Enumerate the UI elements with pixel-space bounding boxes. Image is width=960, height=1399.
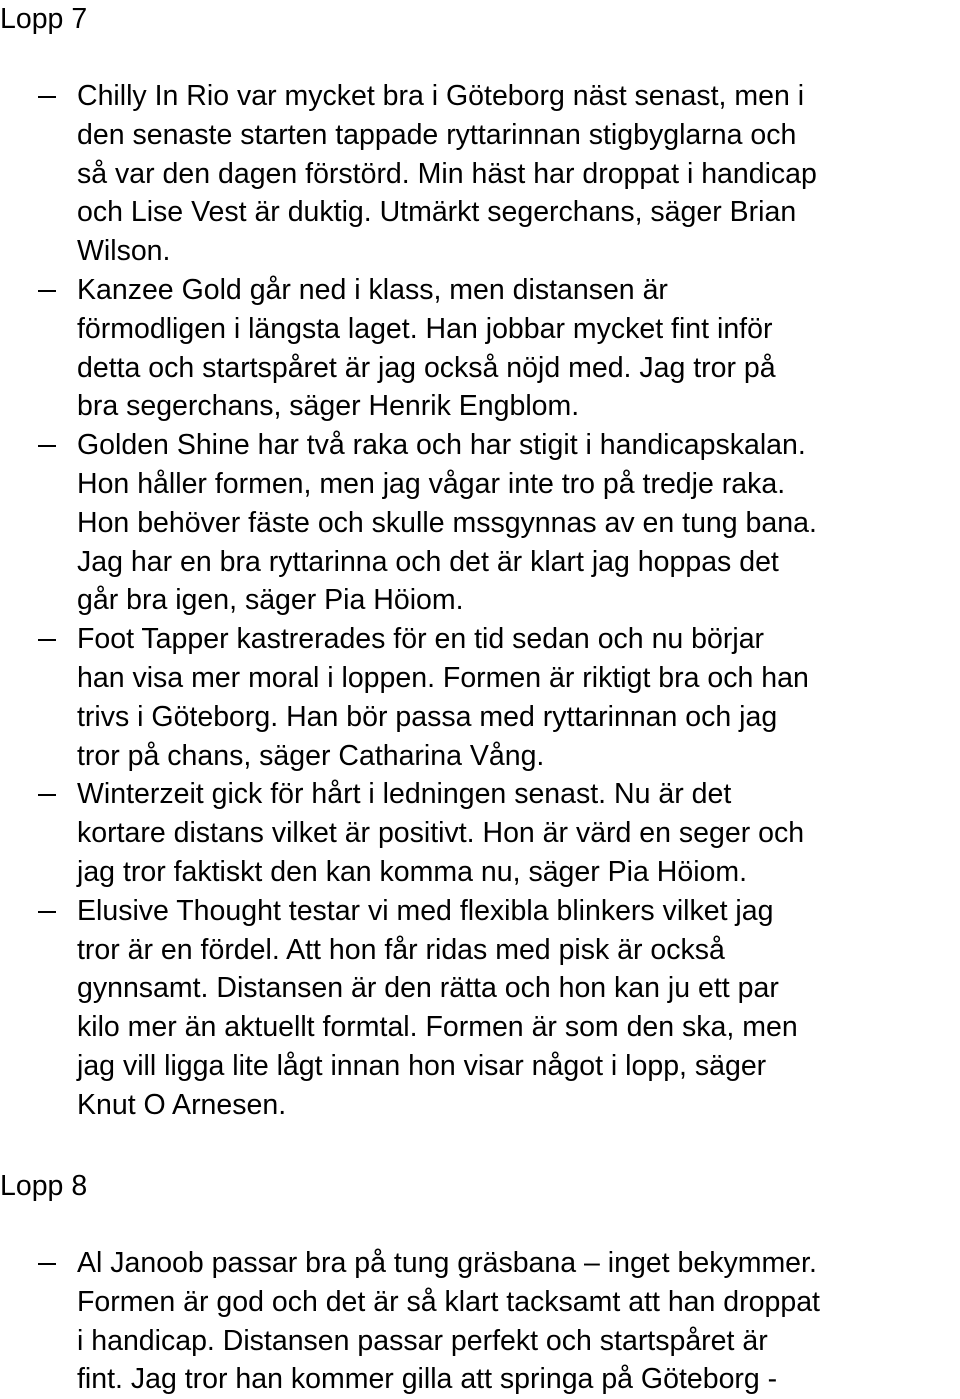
- text-line: Hon håller formen, men jag vågar inte tro på tredje raka.: [77, 467, 786, 500]
- text-line: Knut O Arnesen.: [77, 1088, 287, 1121]
- text-line: går bra igen, säger Pia Höiom.: [77, 584, 464, 617]
- list-item: [0, 620, 960, 775]
- text-line: förmodligen i längsta laget. Han jobbar mycket fint inför: [77, 312, 773, 345]
- list-item: [0, 892, 960, 1125]
- comment-list-lopp-8: [0, 1244, 960, 1399]
- text-line: detta och startspåret är jag också nöjd med. Jag tror på: [77, 351, 776, 384]
- text-line: Elusive Thought testar vi med flexibla blinkers vilket jag: [77, 894, 774, 927]
- text-line: jag vill ligga lite lågt innan hon visar något i lopp, säger: [77, 1049, 767, 1082]
- dash-bullet-icon: [38, 290, 56, 292]
- text-line: och Lise Vest är duktig. Utmärkt segerchans, säger Brian: [77, 196, 797, 229]
- text-line: bra segerchans, säger Henrik Engblom.: [77, 390, 580, 423]
- text-line: Chilly In Rio var mycket bra i Göteborg näst senast, men i: [77, 80, 805, 112]
- text-line: fint. Jag tror han kommer gilla att springa på Göteborg -: [77, 1363, 778, 1396]
- text-line: Hon behöver fäste och skulle mssgynnas av en tung bana.: [77, 506, 817, 539]
- text-line: gynnsamt. Distansen är den rätta och hon kan ju ett par: [77, 972, 779, 1005]
- text-line: han visa mer moral i loppen. Formen är riktigt bra och han: [77, 661, 809, 694]
- dash-bullet-icon: [38, 911, 56, 913]
- text-line: i handicap. Distansen passar perfekt och startspåret är: [77, 1324, 768, 1357]
- text-line: kilo mer än aktuellt formtal. Formen är som den ska, men: [77, 1011, 798, 1044]
- text-line: Golden Shine har två raka och har stigit i handicapskalan.: [77, 429, 806, 462]
- section-heading-lopp-7: Lopp 7: [0, 3, 88, 35]
- text-line: så var den dagen förstörd. Min häst har droppat i handicap: [77, 157, 817, 190]
- text-line: kortare distans vilket är positivt. Hon är värd en seger och: [77, 817, 805, 850]
- list-item: [0, 775, 960, 891]
- text-line: Formen är god och det är så klart tacksamt att han droppat: [77, 1285, 820, 1318]
- text-line: Al Janoob passar bra på tung gräsbana – inget bekymmer.: [77, 1247, 817, 1279]
- dash-bullet-icon: [38, 96, 56, 98]
- text-line: Kanzee Gold går ned i klass, men distansen är: [77, 273, 668, 306]
- text-line: Jag har en bra ryttarinna och det är klart jag hoppas det: [77, 545, 779, 578]
- section-heading-lopp-8: Lopp 8: [0, 1170, 88, 1202]
- text-line: den senaste starten tappade ryttarinnan stigbyglarna och: [77, 118, 797, 151]
- dash-bullet-icon: [38, 794, 56, 796]
- dash-bullet-icon: [38, 639, 56, 641]
- list-item: [0, 77, 960, 271]
- list-item: [0, 1244, 960, 1399]
- comment-list-lopp-7: [0, 77, 960, 1125]
- text-line: trivs i Göteborg. Han bör passa med ryttarinnan och jag: [77, 700, 778, 733]
- text-line: tror på chans, säger Catharina Vång.: [77, 739, 545, 772]
- text-line: Wilson.: [77, 235, 171, 268]
- list-item: [0, 426, 960, 620]
- list-item: [0, 271, 960, 426]
- text-line: jag tror faktiskt den kan komma nu, säger Pia Höiom.: [77, 855, 748, 888]
- dash-bullet-icon: [38, 445, 56, 447]
- text-line: tror är en fördel. Att hon får ridas med pisk är också: [77, 933, 725, 966]
- dash-bullet-icon: [38, 1263, 56, 1265]
- text-line: Foot Tapper kastrerades för en tid sedan och nu börjar: [77, 623, 765, 656]
- text-line: Winterzeit gick för hårt i ledningen senast. Nu är det: [77, 778, 732, 811]
